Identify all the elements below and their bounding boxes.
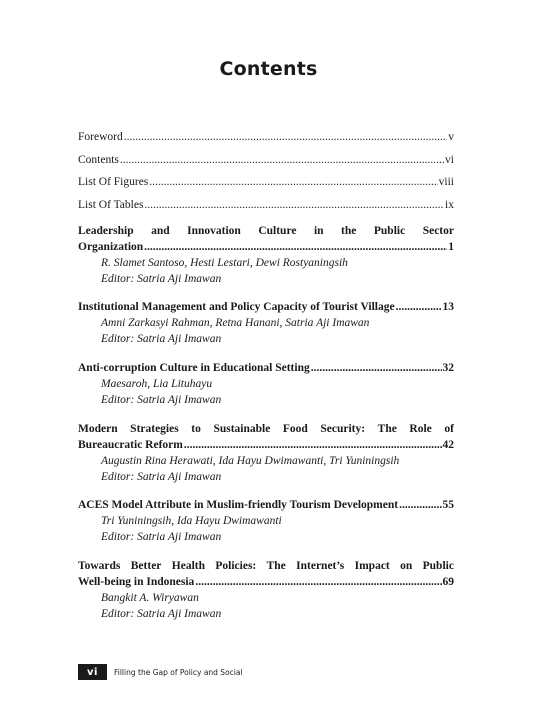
chapter-title-line: Anti-corruption Culture in Educational Setting ..... 32 [78,360,454,376]
chapter-editor: Editor: Satria Aji Imawan [101,608,222,620]
chapter-editor: Editor: Satria Aji Imawan [101,273,222,285]
title-word: of [444,423,454,435]
toc-chapter-6[interactable] [78,558,454,622]
title-word: Internet’s [296,560,345,572]
leader-dots [311,360,442,376]
toc-entry-contents[interactable] [78,149,454,172]
title-word: Public [422,560,454,572]
running-head: Filling the Gap of Policy and Social [114,667,243,677]
title-word: Culture [258,225,297,237]
toc-entry-list-of-tables[interactable] [78,194,454,217]
title-word: Role [409,423,432,435]
chapter-title-line [78,558,454,574]
title-word: Public [373,225,406,237]
chapter-title-line: Well-being in Indonesia ..... 69 [78,574,454,590]
title-word: Towards [78,560,121,572]
title-word: Better [130,560,162,572]
toc-entry-label: List Of Tables [78,198,144,211]
chapter-page: 42 [442,439,454,451]
title-word: Health [171,560,206,572]
title-word: Security: [320,423,366,435]
chapter-title-line [78,223,454,239]
chapter-title-line: Bureaucratic Reform ..... 42 [78,437,454,453]
toc-chapter-2[interactable] [78,299,454,347]
toc-entry-label: Foreword [78,131,123,143]
title-word: Strategies [130,423,179,435]
title-word: the [341,225,357,237]
title-word: to [191,423,201,435]
toc-chapter-5[interactable] [78,497,454,545]
chapter-title-line [78,421,454,437]
front-matter-list [78,126,454,216]
chapter-editor: Editor: Satria Aji Imawan [101,394,222,406]
leader-dots [396,299,442,315]
chapter-editor: Editor: Satria Aji Imawan [101,471,222,483]
title-word: Innovation [187,225,241,237]
title-word: on [400,560,413,572]
title-word: Impact [354,560,390,572]
toc-entry-page: viii [438,176,454,188]
chapter-page: 32 [442,362,454,374]
leader-dots [149,171,437,194]
toc-entry-page: ix [445,198,454,211]
leader-dots [195,574,441,590]
chapter-authors: Bangkit A. Wiryawan [101,592,199,604]
toc-chapter-3[interactable] [78,360,454,408]
chapter-authors: Augustin Rina Herawati, Ida Hayu Dwimawanti, Tri Yuniningsih [101,455,400,467]
title-word: Policies: [215,560,257,572]
chapter-title-line: Institutional Management and Policy Capacity of Tourist Village ..... 13 [78,299,454,315]
page-number-badge: vi [78,664,107,680]
title-word: The [377,423,397,435]
chapter-editor: Editor: Satria Aji Imawan [101,333,222,345]
title-word: Modern [78,423,118,435]
chapter-authors: Tri Yuniningsih, Ida Hayu Dwimawanti [101,515,282,527]
chapter-authors: Maesaroh, Lia Lituhayu [101,378,213,390]
chapter-authors: Amni Zarkasyi Rahman, Retna Hanani, Satria Aji Imawan [101,317,370,329]
page-footer [78,664,243,680]
toc-entry-page: vi [445,153,454,166]
title-word: Food [282,423,308,435]
toc-entry-label: Contents [78,153,119,166]
leader-dots [184,437,442,453]
chapter-title-line: Organization ..... 1 [78,239,454,255]
toc-entry-list-of-figures[interactable] [78,171,454,194]
chapter-editor: Editor: Satria Aji Imawan [101,531,222,543]
title-word: Sector [422,225,454,237]
toc-chapter-1[interactable] [78,223,454,287]
title-word: Sustainable [213,423,271,435]
title-word: The [266,560,286,572]
title-word: in [313,225,324,237]
leader-dots [399,497,441,513]
toc-chapter-4[interactable] [78,421,454,485]
title-word: Leadership [78,225,134,237]
leader-dots [144,194,444,217]
chapter-title-line: ACES Model Attribute in Muslim-friendly Tourism Development ..... 55 [78,497,454,513]
chapter-page: 1 [448,241,454,253]
page-title: Contents [219,58,318,80]
leader-dots [120,149,444,172]
toc-entry-page: v [448,131,454,143]
title-word: and [151,225,170,237]
leader-dots [124,126,448,149]
leader-dots [144,239,447,255]
toc-entry-label: List Of Figures [78,176,149,188]
chapter-page: 13 [442,301,454,313]
chapter-page: 69 [442,576,454,588]
toc-entry-foreword[interactable] [78,126,454,149]
chapter-page: 55 [442,499,454,511]
chapter-authors: R. Slamet Santoso, Hesti Lestari, Dewi Rostyaningsih [101,257,348,269]
